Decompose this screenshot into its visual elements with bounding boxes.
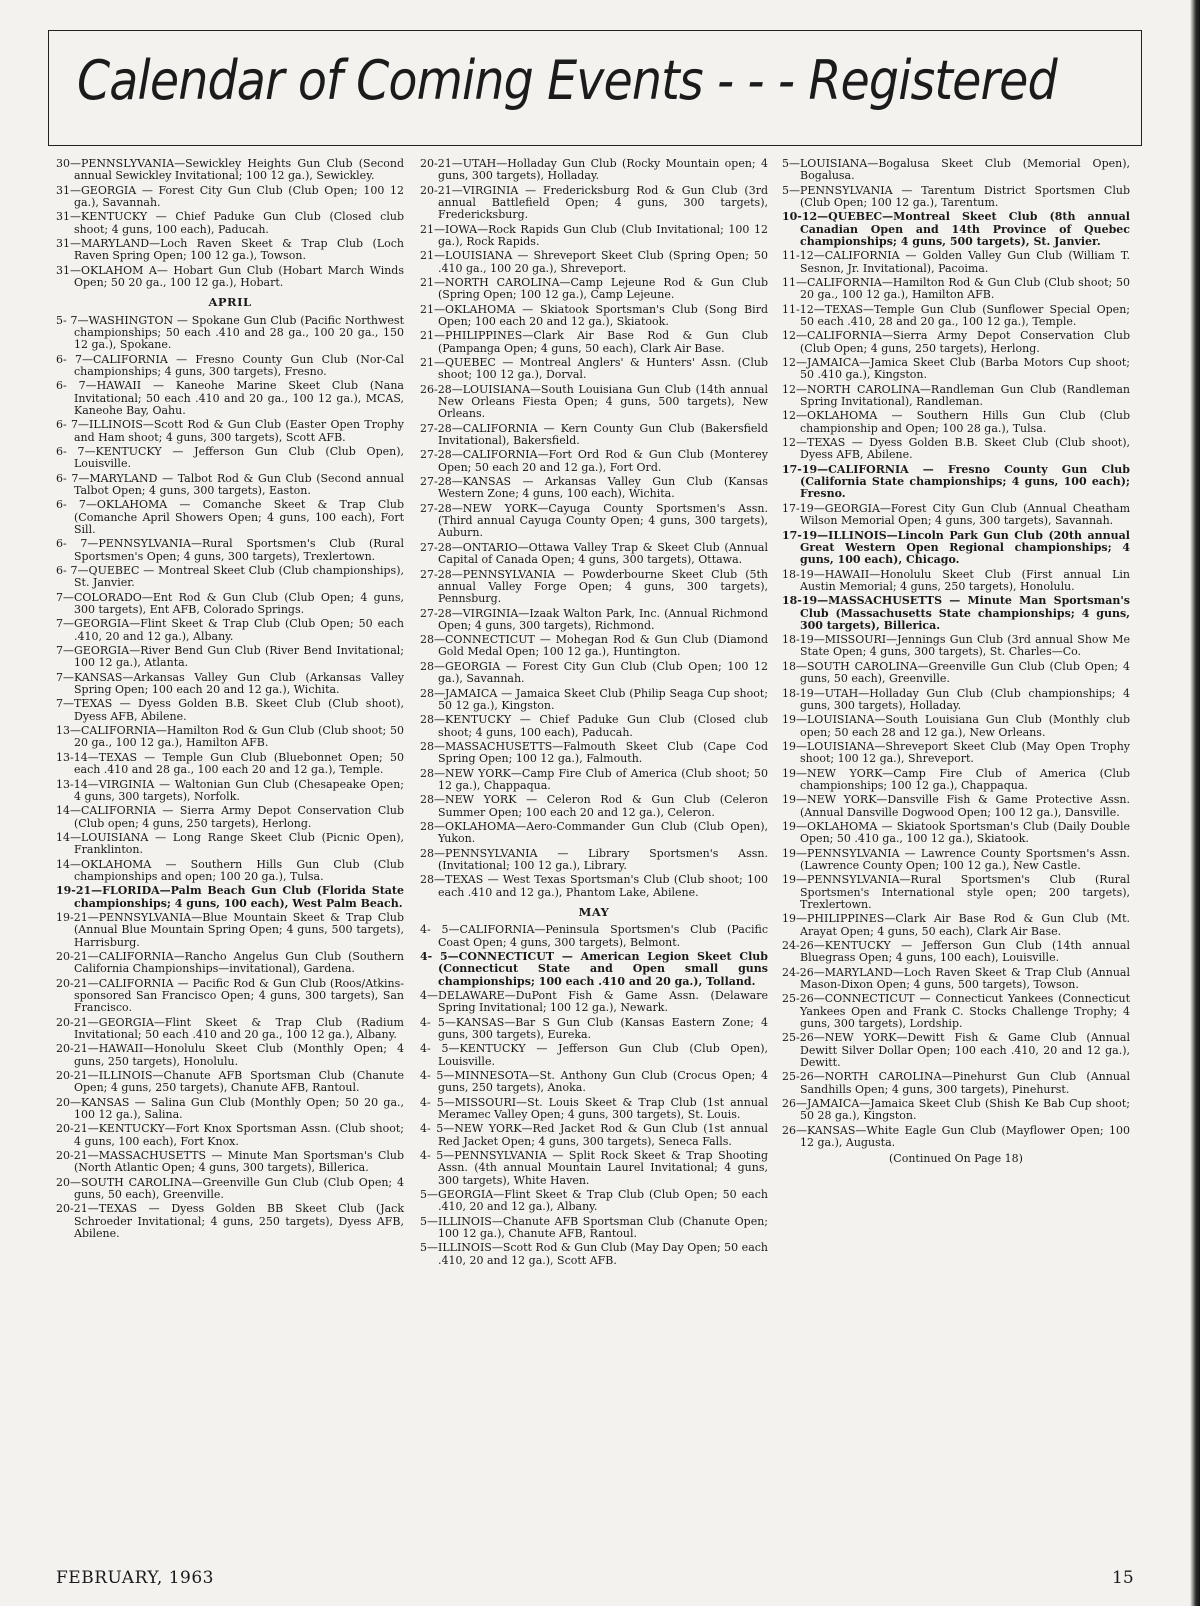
event-entry: 7—GEORGIA—Flint Skeet & Trap Club (Club Open; 50 each .410, 20 and 12 ga.), Albany. <box>56 617 404 643</box>
event-entry: 7—GEORGIA—River Bend Gun Club (River Bend Invitational; 100 12 ga.), Atlanta. <box>56 644 404 670</box>
event-entry: 4- 5—KENTUCKY — Jefferson Gun Club (Club Open), Louisville. <box>420 1042 768 1068</box>
event-entry: 27-28—KANSAS — Arkansas Valley Gun Club (Kansas Western Zone; 4 guns, 100 each), Wichita. <box>420 475 768 501</box>
event-entry: 31—KENTUCKY — Chief Paduke Gun Club (Closed club shoot; 4 guns, 100 each), Paducah. <box>56 210 404 236</box>
event-entry: 20-21—VIRGINIA — Fredericksburg Rod & Gun Club (3rd annual Battlefield Open; 4 guns, 300 targets), Fredericksburg. <box>420 183 768 222</box>
title-banner <box>48 30 1142 146</box>
event-entry: 10-12—QUEBEC—Montreal Skeet Club (8th annual Canadian Open and 14th Province of Quebec championships; 4 guns, 500 targets), St. Janvier. <box>782 210 1130 248</box>
event-entry: 4- 5—MINNESOTA—St. Anthony Gun Club (Crocus Open; 4 guns, 250 targets), Anoka. <box>420 1069 768 1095</box>
month-heading: MAY <box>578 904 610 919</box>
event-entry: 20-21—ILLINOIS—Chanute AFB Sportsman Club (Chanute Open; 4 guns, 250 targets), Chanute AFB, Rantoul. <box>56 1069 404 1095</box>
event-entry: 7—KANSAS—Arkansas Valley Gun Club (Arkansas Valley Spring Open; 100 each 20 and 12 ga.), Wichita. <box>56 670 404 697</box>
event-entry: 21—LOUISIANA — Shreveport Skeet Club (Spring Open; 50 .410 ga., 100 20 ga.), Shreveport. <box>420 249 768 275</box>
event-entry: 21—OKLAHOMA — Skiatook Sportsman's Club (Song Bird Open; 100 each 20 and 12 ga.), Skiatook. <box>420 302 768 329</box>
event-entry: 28—JAMAICA — Jamaica Skeet Club (Philip Seaga Cup shoot; 50 12 ga.), Kingston. <box>420 686 768 712</box>
event-entry: 13—CALIFORNIA—Hamilton Rod & Gun Club (Club shoot; 50 20 ga., 100 12 ga.), Hamilton AFB. <box>56 724 404 750</box>
event-entry: 24-26—KENTUCKY — Jefferson Gun Club (14th annual Bluegrass Open; 4 guns, 100 each), Louisville. <box>782 939 1130 965</box>
event-entry: 19—PENNSYLVANIA — Lawrence County Sportsmen's Assn. (Lawrence County Open; 100 12 ga.), New Castle. <box>782 846 1130 872</box>
event-entry: 6- 7—ILLINOIS—Scott Rod & Gun Club (Easter Open Trophy and Ham shoot; 4 guns, 300 targets), Scott AFB. <box>56 418 404 444</box>
event-entry: 6- 7—MARYLAND — Talbot Rod & Gun Club (Second annual Talbot Open; 4 guns, 300 targets), Easton. <box>56 471 404 497</box>
event-entry: 18—SOUTH CAROLINA—Greenville Gun Club (Club Open; 4 guns, 50 each), Greenville. <box>782 659 1130 686</box>
event-entry: 26-28—LOUISIANA—South Louisiana Gun Club (14th annual New Orleans Fiesta Open; 4 guns, 500 targets), New Orleans. <box>420 382 768 421</box>
event-entry: 27-28—CALIFORNIA — Kern County Gun Club (Bakersfield Invitational), Bakersfield. <box>420 421 768 448</box>
event-entry: 12—NORTH CAROLINA—Randleman Gun Club (Randleman Spring Invitational), Randleman. <box>782 382 1130 409</box>
event-entry: 25-26—NEW YORK—Dewitt Fish & Game Club (Annual Dewitt Silver Dollar Open; 100 each .410, 20 and 12 ga.), Dewitt. <box>782 1031 1130 1069</box>
event-entry: 5—LOUISIANA—Bogalusa Skeet Club (Memorial Open), Bogalusa. <box>782 157 1130 183</box>
event-entry: 19—NEW YORK—Dansville Fish & Game Protective Assn. (Annual Dansville Dogwood Open; 100 12 ga.), Dansville. <box>782 793 1130 819</box>
event-entry: 19—LOUISIANA—Shreveport Skeet Club (May Open Trophy shoot; 100 12 ga.), Shreveport. <box>782 739 1130 766</box>
event-entry: 7—COLORADO—Ent Rod & Gun Club (Club Open; 4 guns, 300 targets), Ent AFB, Colorado Springs. <box>56 590 404 617</box>
event-entry: 5—ILLINOIS—Chanute AFB Sportsman Club (Chanute Open; 100 12 ga.), Chanute AFB, Rantoul. <box>420 1214 768 1241</box>
event-entry: 25-26—NORTH CAROLINA—Pinehurst Gun Club (Annual Sandhills Open; 4 guns, 300 targets), Pinehurst. <box>782 1070 1130 1096</box>
event-entry: 6- 7—KENTUCKY — Jefferson Gun Club (Club Open), Louisville. <box>56 444 404 471</box>
event-entry: 20-21—UTAH—Holladay Gun Club (Rocky Mountain open; 4 guns, 300 targets), Holladay. <box>420 157 768 183</box>
event-entry: 11—CALIFORNIA—Hamilton Rod & Gun Club (Club shoot; 50 20 ga., 100 12 ga.), Hamilton AFB. <box>782 276 1130 302</box>
event-entry: 6- 7—PENNSYLVANIA—Rural Sportsmen's Club (Rural Sportsmen's Open; 4 guns, 300 targets), Trexlertown. <box>56 537 404 563</box>
event-entry: 13-14—TEXAS — Temple Gun Club (Bluebonnet Open; 50 each .410 and 28 ga., 100 each 20 and 12 ga.), Temple. <box>56 750 404 777</box>
event-entry: 12—JAMAICA—Jamica Skeet Club (Barba Motors Cup shoot; 50 .410 ga.), Kingston. <box>782 356 1130 382</box>
page-title: Calendar of Coming Events - - - Registered <box>77 49 1057 112</box>
event-entry: 19—NEW YORK—Camp Fire Club of America (Club championships; 100 12 ga.), Chappaqua. <box>782 766 1130 792</box>
event-entry: 25-26—CONNECTICUT — Connecticut Yankees (Connecticut Yankees Open and Frank C. Stocks Challenge Trophy; 4 guns, 300 targets), Lordship. <box>782 992 1130 1031</box>
event-entry: 11-12—CALIFORNIA — Golden Valley Gun Club (William T. Sesnon, Jr. Invitational), Pacoima. <box>782 249 1130 275</box>
event-entry: 4—DELAWARE—DuPont Fish & Game Assn. (Delaware Spring Invitational; 100 12 ga.), Newark. <box>420 988 768 1015</box>
event-entry: 4- 5—PENNSYLVANIA — Split Rock Skeet & Trap Shooting Assn. (4th annual Mountain Laurel Invitational; 4 guns, 300 targets), White Haven. <box>420 1149 768 1187</box>
event-entry: 14—CALIFORNIA — Sierra Army Depot Conservation Club (Club open; 4 guns, 250 targets), Herlong. <box>56 804 404 830</box>
event-entry: 18-19—MISSOURI—Jennings Gun Club (3rd annual Show Me State Open; 4 guns, 300 targets), St. Charles—Co. <box>782 633 1130 659</box>
event-entry: 13-14—VIRGINIA — Waltonian Gun Club (Chesapeake Open; 4 guns, 300 targets), Norfolk. <box>56 777 404 803</box>
event-entry: 5—ILLINOIS—Scott Rod & Gun Club (May Day Open; 50 each .410, 20 and 12 ga.), Scott AFB. <box>420 1241 768 1267</box>
event-entry: 20-21—MASSACHUSETTS — Minute Man Sportsman's Club (North Atlantic Open; 4 guns, 300 targets), Billerica. <box>56 1149 404 1175</box>
event-entry: 19—LOUISIANA—South Louisiana Gun Club (Monthly club open; 50 each 28 and 12 ga.), New Orleans. <box>782 713 1130 739</box>
event-entry: 4- 5—CONNECTICUT — American Legion Skeet Club (Connecticut State and Open small guns championships; 100 each .410 and 20 ga.), Tolland. <box>420 949 768 988</box>
issue-date: FEBRUARY, 1963 <box>56 1568 214 1588</box>
event-entry: 4- 5—CALIFORNIA—Peninsula Sportsmen's Club (Pacific Coast Open; 4 guns, 300 targets), Belmont. <box>420 923 768 949</box>
event-entry: 19-21—PENNSYLVANIA—Blue Mountain Skeet & Trap Club (Annual Blue Mountain Spring Open; 4 guns, 500 targets), Harrisburg. <box>56 910 404 949</box>
event-entry: 28—GEORGIA — Forest City Gun Club (Club Open; 100 12 ga.), Savannah. <box>420 659 768 686</box>
event-entry: 17-19—GEORGIA—Forest City Gun Club (Annual Cheatham Wilson Memorial Open; 4 guns, 300 targets), Savannah. <box>782 501 1130 528</box>
event-entry: 28—MASSACHUSETTS—Falmouth Skeet Club (Cape Cod Spring Open; 100 12 ga.), Falmouth. <box>420 739 768 766</box>
event-entry: 5—PENNSYLVANIA — Tarentum District Sportsmen Club (Club Open; 100 12 ga.), Tarentum. <box>782 183 1130 209</box>
event-entry: 12—OKLAHOMA — Southern Hills Gun Club (Club championship and Open; 100 28 ga.), Tulsa. <box>782 409 1130 435</box>
events-column-2 <box>420 158 768 1269</box>
event-entry: 28—PENNSYLVANIA — Library Sportsmen's Assn. (Invitational; 100 12 ga.), Library. <box>420 846 768 872</box>
page-edge-shadow <box>1190 0 1200 1606</box>
event-entry: 28—NEW YORK—Camp Fire Club of America (Club shoot; 50 12 ga.), Chappaqua. <box>420 766 768 792</box>
event-entry: 7—TEXAS — Dyess Golden B.B. Skeet Club (Club shoot), Dyess AFB, Abilene. <box>56 697 404 723</box>
event-entry: 28—NEW YORK — Celeron Rod & Gun Club (Celeron Summer Open; 100 each 20 and 12 ga.), Celeron. <box>420 793 768 819</box>
event-entry: 31—OKLAHOM A— Hobart Gun Club (Hobart March Winds Open; 50 20 ga., 100 12 ga.), Hobart. <box>56 263 404 290</box>
month-heading: APRIL <box>208 295 252 310</box>
event-entry: 21—QUEBEC — Montreal Anglers' & Hunters' Assn. (Club shoot; 100 12 ga.), Dorval. <box>420 356 768 382</box>
event-entry: 20-21—CALIFORNIA — Pacific Rod & Gun Club (Roos/Atkins-sponsored San Francisco Open; 4 guns, 300 targets), San Francisco. <box>56 976 404 1015</box>
event-entry: 21—IOWA—Rock Rapids Gun Club (Club Invitational; 100 12 ga.), Rock Rapids. <box>420 222 768 248</box>
event-entry: 6- 7—QUEBEC — Montreal Skeet Club (Club championships), St. Janvier. <box>56 564 404 590</box>
event-entry: 18-19—HAWAII—Honolulu Skeet Club (First annual Lin Austin Memorial; 4 guns, 250 targets), Honolulu. <box>782 567 1130 593</box>
event-entry: 30—PENNSLYVANIA—Sewickley Heights Gun Club (Second annual Sewickley Invitational; 100 12 ga.), Sewickley. <box>56 157 404 183</box>
event-entry: 20-21—CALIFORNIA—Rancho Angelus Gun Club (Southern California Championships—invitational), Gardena. <box>56 949 404 976</box>
event-entry: 28—CONNECTICUT — Mohegan Rod & Gun Club (Diamond Gold Medal Open; 100 12 ga.), Huntington. <box>420 633 768 659</box>
events-column-1 <box>56 158 404 1242</box>
event-entry: 12—TEXAS — Dyess Golden B.B. Skeet Club (Club shoot), Dyess AFB, Abilene. <box>782 436 1130 462</box>
event-entry: 12—CALIFORNIA—Sierra Army Depot Conservation Club (Club Open; 4 guns, 250 targets), Herlong. <box>782 329 1130 355</box>
event-entry: 21—PHILIPPINES—Clark Air Base Rod & Gun Club (Pampanga Open; 4 guns, 50 each), Clark Air Base. <box>420 329 768 355</box>
event-entry: 27-28—VIRGINIA—Izaak Walton Park, Inc. (Annual Richmond Open; 4 guns, 300 targets), Richmond. <box>420 606 768 632</box>
page-number: 15 <box>1112 1568 1134 1588</box>
event-entry: 19—PHILIPPINES—Clark Air Base Rod & Gun Club (Mt. Arayat Open; 4 guns, 50 each), Clark Air Base. <box>782 912 1130 938</box>
event-entry: 5- 7—WASHINGTON — Spokane Gun Club (Pacific Northwest championships; 50 each .410 and 28 ga., 100 20 ga., 150 12 ga.), Spokane. <box>56 313 404 352</box>
event-entry: 20-21—TEXAS — Dyess Golden BB Skeet Club (Jack Schroeder Invitational; 4 guns, 250 targets), Dyess AFB, Abilene. <box>56 1202 404 1241</box>
event-entry: 20-21—GEORGIA—Flint Skeet & Trap Club (Radium Invitational; 50 each .410 and 20 ga., 100 12 ga.), Albany. <box>56 1015 404 1041</box>
event-entry: 20-21—KENTUCKY—Fort Knox Sportsman Assn. (Club shoot; 4 guns, 100 each), Fort Knox. <box>56 1122 404 1148</box>
event-entry: 20—SOUTH CAROLINA—Greenville Gun Club (Club Open; 4 guns, 50 each), Greenville. <box>56 1175 404 1202</box>
events-column-3 <box>782 158 1130 1168</box>
event-entry: 14—OKLAHOMA — Southern Hills Gun Club (Club championships and open; 100 20 ga.), Tulsa. <box>56 857 404 883</box>
event-entry: 28—TEXAS — West Texas Sportsman's Club (Club shoot; 100 each .410 and 12 ga.), Phantom Lake, Abilene. <box>420 873 768 899</box>
event-entry: 4- 5—KANSAS—Bar S Gun Club (Kansas Eastern Zone; 4 guns, 300 targets), Eureka. <box>420 1015 768 1041</box>
event-entry: 28—OKLAHOMA—Aero-Commander Gun Club (Club Open), Yukon. <box>420 820 768 846</box>
event-entry: 19—OKLAHOMA — Skiatook Sportsman's Club (Daily Double Open; 50 .410 ga., 100 12 ga.), Skiatook. <box>782 820 1130 846</box>
event-entry: 4- 5—MISSOURI—St. Louis Skeet & Trap Club (1st annual Meramec Valley Open; 4 guns, 300 targets), St. Louis. <box>420 1095 768 1121</box>
event-entry: 5—GEORGIA—Flint Skeet & Trap Club (Club Open; 50 each .410, 20 and 12 ga.), Albany. <box>420 1188 768 1214</box>
event-entry: 31—MARYLAND—Loch Raven Skeet & Trap Club (Loch Raven Spring Open; 100 12 ga.), Towson. <box>56 237 404 263</box>
event-entry: 31—GEORGIA — Forest City Gun Club (Club Open; 100 12 ga.), Savannah. <box>56 183 404 209</box>
continued-note: (Continued On Page 18) <box>889 1152 1023 1166</box>
event-entry: 17-19—CALIFORNIA — Fresno County Gun Club (California State championships; 4 guns, 100 each); Fresno. <box>782 462 1130 501</box>
event-entry: 19—PENNSYLVANIA—Rural Sportsmen's Club (Rural Sportsmen's International style open; 200 targets), Trexlertown. <box>782 873 1130 911</box>
event-entry: 26—JAMAICA—Jamaica Skeet Club (Shish Ke Bab Cup shoot; 50 28 ga.), Kingston. <box>782 1097 1130 1123</box>
event-entry: 18-19—MASSACHUSETTS — Minute Man Sportsman's Club (Massachusetts State championships; 4 guns, 300 targets), Billerica. <box>782 594 1130 632</box>
event-entry: 11-12—TEXAS—Temple Gun Club (Sunflower Special Open; 50 each .410, 28 and 20 ga., 100 12 ga.), Temple. <box>782 302 1130 329</box>
event-entry: 27-28—CALIFORNIA—Fort Ord Rod & Gun Club (Monterey Open; 50 each 20 and 12 ga.), Fort Ord. <box>420 448 768 474</box>
event-entry: 17-19—ILLINOIS—Lincoln Park Gun Club (20th annual Great Western Open Regional championships; 4 guns, 100 each), Chicago. <box>782 528 1130 567</box>
event-entry: 27-28—PENNSYLVANIA — Powderbourne Skeet Club (5th annual Valley Forge Open; 4 guns, 300 targets), Pennsburg. <box>420 567 768 606</box>
event-entry: 20—KANSAS — Salina Gun Club (Monthly Open; 50 20 ga., 100 12 ga.), Salina. <box>56 1095 404 1121</box>
event-entry: 18-19—UTAH—Holladay Gun Club (Club championships; 4 guns, 300 targets), Holladay. <box>782 686 1130 712</box>
event-entry: 6- 7—HAWAII — Kaneohe Marine Skeet Club (Nana Invitational; 50 each .410 and 20 ga., 100 12 ga.), MCAS, Kaneohe Bay, Oahu. <box>56 379 404 417</box>
event-entry: 19-21—FLORIDA—Palm Beach Gun Club (Florida State championships; 4 guns, 100 each), West Palm Beach. <box>56 884 404 910</box>
event-entry: 6- 7—OKLAHOMA — Comanche Skeet & Trap Club (Comanche April Showers Open; 4 guns, 100 each), Fort Sill. <box>56 498 404 536</box>
event-entry: 6- 7—CALIFORNIA — Fresno County Gun Club (Nor-Cal championships; 4 guns, 300 targets), Fresno. <box>56 352 404 378</box>
event-entry: 21—NORTH CAROLINA—Camp Lejeune Rod & Gun Club (Spring Open; 100 12 ga.), Camp Lejeune. <box>420 276 768 302</box>
event-entry: 20-21—HAWAII—Honolulu Skeet Club (Monthly Open; 4 guns, 250 targets), Honolulu. <box>56 1042 404 1068</box>
event-entry: 27-28—ONTARIO—Ottawa Valley Trap & Skeet Club (Annual Capital of Canada Open; 4 guns, 300 targets), Ottawa. <box>420 540 768 567</box>
event-entry: 14—LOUISIANA — Long Range Skeet Club (Picnic Open), Franklinton. <box>56 830 404 857</box>
event-entry: 4- 5—NEW YORK—Red Jacket Rod & Gun Club (1st annual Red Jacket Open; 4 guns, 300 targets), Seneca Falls. <box>420 1122 768 1148</box>
event-entry: 24-26—MARYLAND—Loch Raven Skeet & Trap Club (Annual Mason-Dixon Open; 4 guns, 500 targets), Towson. <box>782 965 1130 992</box>
event-entry: 28—KENTUCKY — Chief Paduke Gun Club (Closed club shoot; 4 guns, 100 each), Paducah. <box>420 713 768 739</box>
event-entry: 27-28—NEW YORK—Cayuga County Sportsmen's Assn. (Third annual Cayuga County Open; 4 guns, 300 targets), Auburn. <box>420 501 768 540</box>
event-entry: 26—KANSAS—White Eagle Gun Club (Mayflower Open; 100 12 ga.), Augusta. <box>782 1123 1130 1150</box>
